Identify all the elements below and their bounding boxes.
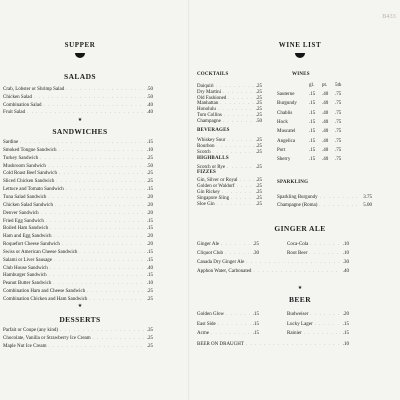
fizzes-heading: FIZZES — [197, 170, 216, 175]
menu-item — [3, 201, 153, 208]
menu-item — [197, 320, 259, 327]
item-price: .50 — [146, 163, 153, 169]
item-price: .20 — [146, 210, 153, 216]
menu-item — [197, 329, 259, 336]
item-name: Salami or Liver Sausage — [3, 257, 53, 263]
item-price: .15 — [252, 331, 259, 336]
dot-leader — [49, 271, 145, 278]
dot-leader — [93, 334, 145, 341]
item-price: .20 — [146, 242, 153, 248]
item-name: Root Beer — [287, 250, 308, 256]
dot-leader — [58, 146, 144, 153]
menu-item — [197, 148, 262, 155]
wine-fifth-price: .75 — [335, 101, 342, 107]
wine-row — [277, 110, 357, 117]
wine-pint-price: .40 — [322, 138, 329, 144]
menu-item — [287, 310, 349, 317]
dot-leader — [221, 240, 251, 247]
dot-leader — [53, 232, 144, 239]
item-name: Cliquot Club — [197, 250, 223, 256]
item-price: .25 — [255, 190, 262, 195]
wine-pint-price: .40 — [322, 110, 329, 116]
item-price: .25 — [255, 178, 262, 183]
wine-row — [277, 156, 357, 163]
dot-leader — [309, 249, 340, 256]
item-price: .10 — [146, 281, 153, 287]
wines-heading: WINES — [292, 72, 310, 77]
item-price: .15 — [252, 312, 259, 317]
item-price: .40 — [146, 265, 153, 271]
item-name: Sparkling Burgundy — [277, 195, 318, 200]
item-name: Mushroom Sandwich — [3, 163, 46, 169]
menu-item — [197, 240, 259, 247]
wine-pint-price: .40 — [322, 157, 329, 163]
salads-heading: SALADS — [64, 72, 96, 81]
dot-leader — [34, 93, 145, 100]
menu-item — [197, 163, 262, 170]
dot-leader — [310, 310, 340, 317]
wine-pint-price: .40 — [322, 147, 329, 153]
menu-item — [3, 271, 153, 278]
supper-heading: SUPPER — [64, 41, 96, 49]
dot-leader — [315, 320, 341, 327]
item-name: Lettuce and Tomato Sandwich — [3, 187, 64, 193]
dot-leader — [46, 217, 145, 224]
dot-leader — [304, 329, 341, 336]
wine-name: Chablis — [277, 110, 293, 116]
item-price: .15 — [146, 226, 153, 232]
wine-pint-price: .40 — [322, 92, 329, 97]
wine-name: Sherry — [277, 157, 291, 163]
menu-item — [3, 169, 153, 176]
item-name: Champagne — [197, 118, 221, 124]
item-price: .15 — [342, 321, 349, 327]
item-price: .25 — [146, 155, 153, 161]
dot-leader — [320, 193, 362, 200]
dot-leader — [217, 200, 254, 207]
wines-col-fifth: 5th — [335, 83, 342, 88]
star-divider: ★ — [77, 304, 83, 309]
wine-glass-price: .15 — [309, 138, 316, 144]
menu-item — [3, 342, 153, 349]
item-price: .50 — [255, 118, 262, 124]
item-name: Boiled Ham Sandwich — [3, 226, 49, 232]
item-name: Manhattan — [197, 101, 219, 107]
wine-glass-price: .15 — [309, 92, 316, 97]
wine-glass-price: .15 — [309, 101, 316, 107]
item-price: .25 — [255, 107, 262, 113]
item-price: .50 — [146, 94, 153, 100]
dot-leader — [310, 240, 340, 247]
dot-leader — [227, 163, 254, 170]
item-name: Fruit Salad — [3, 110, 26, 116]
dot-leader — [20, 138, 144, 145]
dot-leader — [246, 340, 341, 347]
item-name: Sliced Chicken Sandwich — [3, 179, 55, 185]
wine-pint-price: .40 — [322, 119, 329, 125]
highballs-heading: HIGHBALLS — [197, 156, 229, 161]
supper-page — [0, 0, 188, 400]
wine-row — [277, 147, 357, 154]
menu-item — [3, 287, 153, 294]
menu-item — [3, 154, 153, 161]
beer-heading: BEER — [288, 295, 312, 304]
dot-leader — [211, 329, 251, 336]
item-name: Peanut Butter Sandwich — [3, 281, 52, 287]
item-price: .35 — [146, 328, 153, 333]
item-price: .15 — [146, 273, 153, 279]
menu-item — [197, 117, 262, 124]
dot-leader — [43, 101, 144, 108]
wine-name: Sauterne — [277, 92, 295, 97]
item-name: Lucky Lager — [287, 321, 313, 327]
item-name: Canada Dry Ginger Ale — [197, 260, 245, 265]
menu-item — [197, 200, 262, 207]
wine-row — [277, 100, 357, 107]
item-price: .25 — [255, 101, 262, 107]
menu-item — [287, 320, 349, 327]
menu-item — [3, 240, 153, 247]
wine-glass-price: .15 — [309, 157, 316, 163]
wine-fifth-price: .75 — [335, 119, 342, 125]
wine-list-page — [190, 0, 400, 400]
dot-leader — [40, 154, 145, 161]
item-price: 5.00 — [363, 202, 372, 208]
item-price: .25 — [146, 344, 153, 350]
menu-item — [3, 162, 153, 169]
menu-item — [3, 101, 153, 108]
item-name: Coca-Cola — [287, 242, 309, 247]
wine-pint-price: .40 — [322, 101, 329, 107]
item-price: .25 — [255, 184, 262, 189]
item-price: .25 — [146, 289, 153, 295]
item-name: Champagne (Roma) — [277, 202, 318, 208]
wine-glass-price: .15 — [309, 110, 316, 116]
item-name: Tom Collins — [197, 113, 222, 118]
item-price: .30 — [342, 260, 349, 265]
dot-leader — [79, 248, 144, 255]
dot-leader — [48, 342, 144, 349]
item-name: Ginger Ale — [197, 242, 220, 247]
menu-item — [3, 334, 153, 341]
item-name: Chocolate, Vanilla or Strawberry Ice Cream — [3, 336, 91, 342]
wine-fifth-price: .75 — [335, 138, 342, 144]
menu-item — [3, 326, 153, 333]
item-name: Dry Martini — [197, 89, 222, 95]
menu-item — [3, 217, 153, 224]
dot-leader — [48, 193, 144, 200]
menu-item — [287, 249, 349, 256]
item-name: Parfait or Coupe (any kind) — [3, 328, 58, 333]
corner-note: B433 — [382, 14, 396, 20]
item-name: Denver Sandwich — [3, 210, 39, 216]
menu-item — [3, 138, 153, 145]
menu-item — [3, 264, 153, 271]
item-price: .25 — [255, 150, 262, 156]
dot-leader — [66, 85, 145, 92]
menu-item — [3, 85, 153, 92]
menu-item — [3, 193, 153, 200]
item-price: .25 — [252, 242, 259, 247]
item-price: .25 — [255, 95, 262, 101]
wine-name: Angelica — [277, 138, 296, 144]
item-price: .25 — [255, 113, 262, 118]
menu-item — [3, 108, 153, 115]
item-price: .20 — [146, 234, 153, 240]
item-price: .25 — [146, 336, 153, 342]
menu-item — [3, 279, 153, 286]
dot-leader — [246, 258, 340, 265]
item-name: BEER ON DRAUGHT — [197, 342, 244, 347]
item-name: Gin Rickey — [197, 190, 220, 195]
menu-item — [3, 248, 153, 255]
item-name: Budweiser — [287, 312, 309, 317]
dot-leader — [66, 185, 145, 192]
wine-list-heading: WINE LIST — [278, 41, 322, 49]
item-name: Hamburger Sandwich — [3, 273, 47, 279]
item-name: Ham and Egg Sandwich — [3, 234, 52, 240]
dot-leader — [253, 267, 340, 274]
sandwiches-heading: SANDWICHES — [52, 127, 108, 136]
dot-leader — [48, 162, 145, 169]
item-price: .20 — [146, 194, 153, 200]
wine-fifth-price: .75 — [335, 110, 342, 116]
item-price: .40 — [146, 110, 153, 116]
star-divider: ★ — [77, 118, 83, 123]
bowl-icon — [75, 53, 85, 58]
item-name: Combination Ham and Cheese Sandwich — [3, 289, 86, 295]
menu-item — [3, 224, 153, 231]
item-price: .25 — [146, 179, 153, 185]
wines-col-gl: gl. — [309, 83, 315, 88]
wine-row — [277, 91, 357, 98]
menu-item — [197, 340, 349, 347]
wine-row — [277, 128, 357, 135]
menu-item — [3, 256, 153, 263]
dot-leader — [41, 209, 145, 216]
wine-fifth-price: .75 — [335, 92, 342, 97]
wine-name: Hock — [277, 119, 288, 125]
item-name: Singapore Sling — [197, 196, 230, 201]
sparkling-heading: SPARKLING — [277, 180, 309, 185]
wine-row — [277, 119, 357, 126]
dot-leader — [53, 279, 144, 286]
item-name: Fried Egg Sandwich — [3, 218, 44, 224]
item-name: Honolulu — [197, 107, 216, 113]
item-name: Chicken Salad — [3, 94, 33, 100]
item-name: Old Fashioned — [197, 95, 227, 101]
dot-leader — [50, 224, 144, 231]
item-price: 3.75 — [363, 195, 372, 200]
item-price: .25 — [255, 196, 262, 201]
item-price: .25 — [146, 297, 153, 302]
item-name: Apphon Water, Carbonated — [197, 268, 252, 274]
menu-item — [3, 93, 153, 100]
item-price: .20 — [146, 202, 153, 208]
bowl-icon — [295, 53, 305, 58]
wine-pint-price: .40 — [322, 129, 329, 135]
wine-name: Port — [277, 147, 286, 153]
wines-col-pt: pt. — [322, 83, 328, 88]
menu-item — [3, 185, 153, 192]
wine-name: Burgundy — [277, 101, 297, 107]
dot-leader — [223, 117, 254, 124]
wine-glass-price: .15 — [309, 129, 316, 135]
item-name: Cold Roast Beef Sandwich — [3, 171, 58, 177]
dot-leader — [226, 310, 251, 317]
ginger-ale-heading: GINGER ALE — [274, 224, 326, 233]
item-price: .10 — [146, 147, 153, 153]
menu-item — [3, 146, 153, 153]
dot-leader — [319, 201, 361, 208]
dot-leader — [55, 201, 145, 208]
wine-name: Muscatel — [277, 129, 296, 135]
wine-row — [277, 138, 357, 145]
item-name: Maple Nut Ice Cream — [3, 344, 47, 350]
dot-leader — [87, 287, 145, 294]
item-name: Sardine — [3, 140, 19, 145]
wine-fifth-price: .75 — [335, 129, 342, 135]
item-name: Sloe Gin — [197, 202, 215, 207]
menu-item — [3, 209, 153, 216]
item-price: .25 — [255, 144, 262, 150]
item-price: .25 — [146, 171, 153, 177]
menu-item — [197, 249, 259, 256]
item-price: .40 — [342, 268, 349, 274]
item-price: .40 — [146, 102, 153, 108]
item-name: Rainier — [287, 331, 302, 336]
item-price: .10 — [342, 242, 349, 247]
menu-item — [3, 232, 153, 239]
item-name: Scotch — [197, 150, 211, 156]
item-name: Golden Glow — [197, 312, 225, 317]
item-name: Golden or Waldorf — [197, 184, 235, 189]
dot-leader — [56, 177, 144, 184]
wine-fifth-price: .75 — [335, 157, 342, 163]
desserts-heading: DESSERTS — [59, 315, 101, 324]
cocktails-heading: COCKTAILS — [197, 72, 229, 77]
item-price: .20 — [342, 312, 349, 317]
item-price: .10 — [342, 250, 349, 256]
dot-leader — [62, 240, 145, 247]
item-name: Combination Chicken and Ham Sandwich — [3, 297, 88, 302]
item-name: Smoked Tongue Sandwich — [3, 147, 57, 153]
dot-leader — [54, 256, 145, 263]
item-price: .15 — [146, 218, 153, 224]
item-price: .15 — [252, 321, 259, 327]
dot-leader — [59, 169, 145, 176]
item-price: .10 — [342, 342, 349, 347]
menu-item — [277, 193, 372, 200]
item-name: Swiss or American Cheese Sandwich — [3, 249, 78, 255]
menu-item — [287, 240, 349, 247]
item-name: Crab, Lobster or Shrimp Salad — [3, 87, 65, 92]
item-name: Bourbon — [197, 144, 215, 150]
item-price: .25 — [255, 138, 262, 143]
wine-glass-price: .15 — [309, 119, 316, 125]
item-name: Club House Sandwich — [3, 265, 48, 271]
dot-leader — [89, 295, 144, 302]
item-price: .15 — [342, 331, 349, 336]
menu-item — [197, 310, 259, 317]
item-price: .25 — [255, 89, 262, 95]
wine-fifth-price: .75 — [335, 147, 342, 153]
item-name: Acme — [197, 331, 209, 336]
menu-item — [287, 329, 349, 336]
dot-leader — [218, 320, 251, 327]
dot-leader — [60, 326, 145, 333]
item-price: .50 — [146, 87, 153, 92]
item-price: .15 — [146, 249, 153, 255]
dot-leader — [50, 264, 145, 271]
item-name: Daiquiri — [197, 84, 214, 89]
star-divider: ★ — [297, 286, 303, 291]
menu-item — [197, 267, 349, 274]
wine-glass-price: .15 — [309, 147, 316, 153]
item-price: .25 — [255, 165, 262, 170]
item-name: Whiskey Sour — [197, 138, 226, 143]
item-name: Combination Salad — [3, 102, 42, 108]
item-price: .15 — [146, 257, 153, 263]
item-name: East Side — [197, 321, 216, 327]
item-name: Scotch or Rye — [197, 165, 226, 170]
item-price: .25 — [255, 84, 262, 89]
item-name: Turkey Sandwich — [3, 155, 39, 161]
menu-item — [197, 258, 349, 265]
menu-item — [3, 177, 153, 184]
item-name: Chicken Salad Sandwich — [3, 202, 53, 208]
item-price: .15 — [146, 140, 153, 145]
menu-item — [3, 295, 153, 302]
dot-leader — [213, 148, 254, 155]
dot-leader — [27, 108, 145, 115]
item-name: Roquefort Cheese Sandwich — [3, 242, 60, 248]
beverages-heading: BEVERAGES — [197, 128, 230, 133]
item-name: Gin, Silver or Royal — [197, 178, 238, 183]
item-price: .15 — [146, 187, 153, 193]
dot-leader — [225, 249, 251, 256]
menu-item — [277, 201, 372, 208]
item-price: .30 — [252, 250, 259, 256]
item-name: Tuna Salad Sandwich — [3, 194, 47, 200]
item-price: .25 — [255, 202, 262, 207]
